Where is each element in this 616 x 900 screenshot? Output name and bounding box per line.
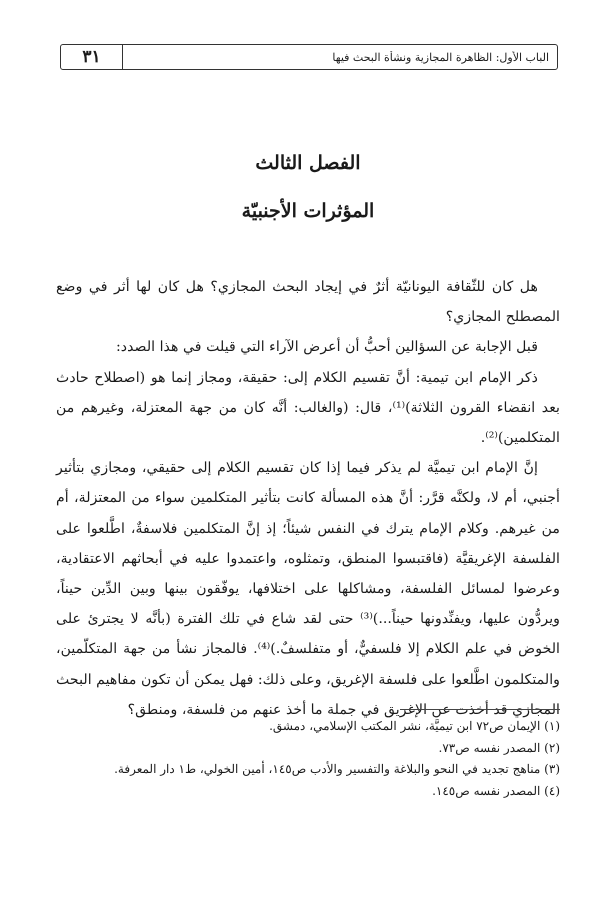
paragraph: قبل الإجابة عن السؤالين أحبُّ أن أعرض الآراء التي قيلت في هذا الصدد: [115,339,538,356]
footnote-divider [400,709,560,710]
body-text [56,272,560,725]
chapter-subtitle: المؤثرات الأجنبيّة [241,200,375,222]
footnote: (١) الإيمان ص٧٢ ابن تيميَّة، نشر المكتب الإسلامي، دمشق. [269,719,560,733]
paragraph: ذكر الإمام ابن تيمية: أنَّ تقسيم الكلام إلى: حقيقة، ومجاز إنما هو (اصطلاح حادث بعد انقضاء القرون الثلاثة)⁽¹⁾، قال: (والغالب: أنَّه كان من جهة المعتزلة، وغيرهم من المتكلمين)⁽²⁾. [56,369,561,447]
paragraph: إنَّ الإمام ابن تيميَّة لم يذكر فيما إذا كان تقسيم الكلام إلى حقيقي، ومجازي بتأثير أجنبي، أم لا، ولكنَّه قرَّر: أنَّ هذه المسألة كانت بتأثير المتكلمين سواء من المعتزلة، أم من غيرهم. وكلام الإمام يترك في النفس شيئاً؛ إذ إنَّ المتكلمين فلاسفةٌ، اطَّلعوا على الفلسفة الإغريقيَّة (فاقتبسوا المنطق، وتمثلوه، واعتمدوا عليه في أبحاثهم الاعتقادية، وعرضوا لمسائل الفلسفة، ومشاكلها على اختلافها، يوفّقون بينها وبين الدِّين حيناً، ويردُّون عليها، ويفنِّدونها حيناً...)⁽³⁾ حتى لقد شاع في تلك الفترة (بأنَّه لا يجترئ على الخوض في علم الكلام إلا فلسفيٌّ، أو متفلسفٌ.)⁽⁴⁾. فالمجاز نشأ من جهة المتكلّمين، والمتكلمون اطَّلعوا على فلسفة الإغريق، وعلى ذلك: فهل يمكن أن تكون مفاهيم البحث المجازي قد أخذت عن الإغريق في جملة ما أخذ عنهم من فلسفة، ومنطق؟ [56,460,560,718]
footnote: (٤) المصدر نفسه ص١٤٥. [432,783,560,798]
page-number: ٣١ [61,45,123,69]
footnote: (٣) مناهج تجديد في النحو والبلاغة والتفسير والأدب ص١٤٥، أمين الخولي، ط١ دار المعرفة. [114,762,560,776]
paragraph: هل كان للثّقافة اليونانيّة أثرٌ في إيجاد البحث المجازي؟ هل كان لها أثر في وضع المصطلح المجازي؟ [56,279,560,326]
running-header [60,44,558,70]
footnotes [56,716,560,802]
footnote: (٢) المصدر نفسه ص٧٣. [438,740,560,755]
chapter-title: الفصل الثالث [255,152,361,174]
running-header-title: الباب الأول: الظاهرة المجازية ونشأة البحث فيها [332,50,549,64]
